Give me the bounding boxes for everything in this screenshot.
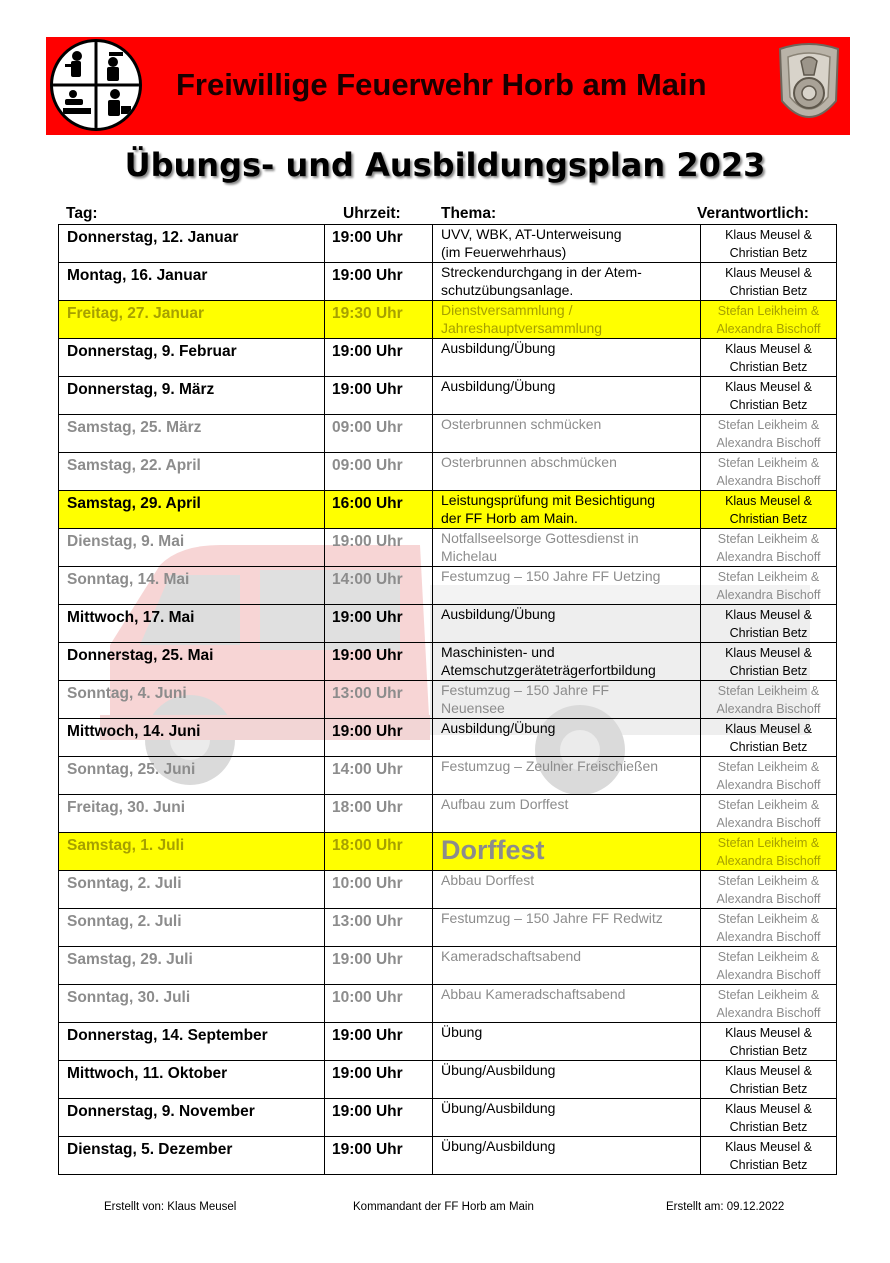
cell-day — [59, 795, 325, 833]
cell-responsible — [701, 871, 837, 909]
cell-topic — [433, 1023, 701, 1061]
responsible-text: Klaus Meusel & — [725, 1026, 812, 1040]
cell-day — [59, 833, 325, 871]
table-row — [59, 567, 837, 605]
cell-day — [59, 1099, 325, 1137]
cell-time — [325, 225, 433, 263]
day-text: Sonntag, 14. Mai — [67, 571, 190, 588]
time-text: 10:00 Uhr — [332, 989, 403, 1006]
cell-time — [325, 605, 433, 643]
topic-text-line2: Jahreshauptversammlung — [441, 320, 603, 336]
table-row — [59, 719, 837, 757]
column-header-topic: Thema: — [441, 205, 497, 222]
topic-text: Dorffest — [441, 835, 545, 865]
cell-responsible — [701, 263, 837, 301]
table-row — [59, 1099, 837, 1137]
topic-text-line2: schutzübungsanlage. — [441, 282, 574, 298]
cell-day — [59, 1137, 325, 1175]
cell-time — [325, 263, 433, 301]
responsible-text: Stefan Leikheim & — [717, 874, 820, 888]
day-text: Sonntag, 30. Juli — [67, 989, 191, 1006]
cell-day — [59, 301, 325, 339]
cell-responsible — [701, 605, 837, 643]
cell-time — [325, 795, 433, 833]
table-row — [59, 643, 837, 681]
cell-time — [325, 567, 433, 605]
cell-time — [325, 415, 433, 453]
cell-responsible — [701, 833, 837, 871]
cell-topic — [433, 833, 701, 871]
day-text: Samstag, 22. April — [67, 457, 201, 474]
day-text: Donnerstag, 9. November — [67, 1103, 255, 1120]
topic-text: Leistungsprüfung mit Besichtigung — [441, 492, 656, 508]
page-title: Übungs- und Ausbildungsplan 2023 — [124, 146, 766, 184]
cell-day — [59, 1023, 325, 1061]
cell-time — [325, 681, 433, 719]
cell-day — [59, 1061, 325, 1099]
responsible-text: Klaus Meusel & — [725, 494, 812, 508]
time-text: 19:00 Uhr — [332, 609, 403, 626]
responsible-text: Klaus Meusel & — [725, 380, 812, 394]
responsible-text: Klaus Meusel & — [725, 228, 812, 242]
cell-responsible — [701, 681, 837, 719]
cell-time — [325, 1061, 433, 1099]
cell-day — [59, 681, 325, 719]
cell-topic — [433, 301, 701, 339]
table-row — [59, 301, 837, 339]
cell-day — [59, 871, 325, 909]
cell-time — [325, 643, 433, 681]
time-text: 14:00 Uhr — [332, 761, 403, 778]
day-text: Mittwoch, 11. Oktober — [67, 1065, 228, 1082]
responsible-text: Stefan Leikheim & — [717, 418, 820, 432]
table-row — [59, 871, 837, 909]
cell-responsible — [701, 1023, 837, 1061]
table-row — [59, 757, 837, 795]
table-row — [59, 681, 837, 719]
time-text: 10:00 Uhr — [332, 875, 403, 892]
cell-day — [59, 453, 325, 491]
time-text: 19:00 Uhr — [332, 1103, 403, 1120]
cell-time — [325, 377, 433, 415]
footer-created-by: Erstellt von: Klaus Meusel — [104, 1201, 237, 1213]
cell-topic — [433, 529, 701, 567]
column-header-responsible: Verantwortlich: — [697, 205, 809, 222]
cell-topic — [433, 871, 701, 909]
cell-responsible — [701, 1137, 837, 1175]
responsible-text: Klaus Meusel & — [725, 608, 812, 622]
topic-text: Abbau Kameradschaftsabend — [441, 986, 626, 1002]
time-text: 19:00 Uhr — [332, 951, 403, 968]
topic-text: Festumzug – 150 Jahre FF Redwitz — [441, 910, 663, 926]
time-text: 19:00 Uhr — [332, 723, 403, 740]
responsible-text-line2: Alexandra Bischoff — [716, 892, 821, 906]
responsible-text: Stefan Leikheim & — [717, 950, 820, 964]
responsible-text-line2: Alexandra Bischoff — [716, 322, 821, 336]
responsible-text: Stefan Leikheim & — [717, 988, 820, 1002]
responsible-text-line2: Christian Betz — [729, 512, 808, 526]
cell-day — [59, 909, 325, 947]
responsible-text-line2: Christian Betz — [729, 246, 808, 260]
table-row — [59, 1137, 837, 1175]
fire-brigade-logo — [50, 39, 142, 131]
time-text: 14:00 Uhr — [332, 571, 403, 588]
footer-role: Kommandant der FF Horb am Main — [353, 1201, 534, 1213]
cell-topic — [433, 567, 701, 605]
cell-responsible — [701, 567, 837, 605]
time-text: 19:00 Uhr — [332, 267, 403, 284]
table-row — [59, 529, 837, 567]
topic-text-line2: (im Feuerwehrhaus) — [441, 244, 567, 260]
cell-time — [325, 757, 433, 795]
time-text: 18:00 Uhr — [332, 837, 403, 854]
topic-text: Festumzug – 150 Jahre FF Uetzing — [441, 568, 661, 584]
responsible-text: Stefan Leikheim & — [717, 570, 820, 584]
table-row — [59, 377, 837, 415]
responsible-text: Klaus Meusel & — [725, 1064, 812, 1078]
day-text: Samstag, 25. März — [67, 419, 202, 436]
cell-responsible — [701, 415, 837, 453]
day-text: Sonntag, 25. Juni — [67, 761, 196, 778]
cell-time — [325, 529, 433, 567]
cell-time — [325, 1137, 433, 1175]
cell-responsible — [701, 719, 837, 757]
header-banner — [46, 37, 850, 135]
time-text: 19:30 Uhr — [332, 305, 403, 322]
cell-day — [59, 415, 325, 453]
topic-text-line2: Neuensee — [441, 700, 505, 716]
time-text: 19:00 Uhr — [332, 533, 403, 550]
time-text: 19:00 Uhr — [332, 343, 403, 360]
responsible-text-line2: Christian Betz — [729, 398, 808, 412]
day-text: Samstag, 1. Juli — [67, 837, 185, 854]
responsible-text-line2: Christian Betz — [729, 1044, 808, 1058]
topic-text-line2: Atemschutzgeräteträgerfortbildung — [441, 662, 656, 678]
day-text: Donnerstag, 9. Februar — [67, 343, 237, 360]
responsible-text-line2: Alexandra Bischoff — [716, 816, 821, 830]
cell-responsible — [701, 339, 837, 377]
table-row — [59, 491, 837, 529]
responsible-text: Stefan Leikheim & — [717, 532, 820, 546]
topic-text: Übung/Ausbildung — [441, 1062, 556, 1078]
responsible-text: Klaus Meusel & — [725, 1140, 812, 1154]
cell-responsible — [701, 301, 837, 339]
cell-responsible — [701, 985, 837, 1023]
cell-time — [325, 1023, 433, 1061]
responsible-text: Klaus Meusel & — [725, 646, 812, 660]
cell-responsible — [701, 643, 837, 681]
responsible-text-line2: Alexandra Bischoff — [716, 968, 821, 982]
topic-text: Osterbrunnen schmücken — [441, 416, 602, 432]
table-row — [59, 1061, 837, 1099]
responsible-text-line2: Christian Betz — [729, 1082, 808, 1096]
time-text: 16:00 Uhr — [332, 495, 403, 512]
cell-topic — [433, 719, 701, 757]
column-header-time: Uhrzeit: — [343, 205, 401, 222]
table-row — [59, 605, 837, 643]
cell-topic — [433, 491, 701, 529]
fire-brigade-emblem — [774, 41, 844, 131]
cell-day — [59, 491, 325, 529]
responsible-text-line2: Christian Betz — [729, 664, 808, 678]
cell-time — [325, 719, 433, 757]
cell-topic — [433, 947, 701, 985]
cell-day — [59, 225, 325, 263]
responsible-text: Stefan Leikheim & — [717, 836, 820, 850]
cell-topic — [433, 263, 701, 301]
day-text: Samstag, 29. April — [67, 495, 201, 512]
topic-text: Festumzug – Zeulner Freischießen — [441, 758, 659, 774]
table-row — [59, 225, 837, 263]
cell-day — [59, 339, 325, 377]
responsible-text: Stefan Leikheim & — [717, 456, 820, 470]
cell-day — [59, 529, 325, 567]
cell-responsible — [701, 529, 837, 567]
responsible-text: Stefan Leikheim & — [717, 798, 820, 812]
time-text: 19:00 Uhr — [332, 1027, 403, 1044]
cell-time — [325, 985, 433, 1023]
cell-responsible — [701, 947, 837, 985]
topic-text: Ausbildung/Übung — [441, 720, 556, 736]
table-row — [59, 1023, 837, 1061]
cell-topic — [433, 453, 701, 491]
responsible-text-line2: Alexandra Bischoff — [716, 1006, 821, 1020]
table-row — [59, 909, 837, 947]
cell-day — [59, 947, 325, 985]
day-text: Donnerstag, 25. Mai — [67, 647, 214, 664]
topic-text: Osterbrunnen abschmücken — [441, 454, 617, 470]
responsible-text: Stefan Leikheim & — [717, 304, 820, 318]
cell-time — [325, 339, 433, 377]
table-row — [59, 795, 837, 833]
responsible-text: Klaus Meusel & — [725, 266, 812, 280]
responsible-text-line2: Christian Betz — [729, 740, 808, 754]
responsible-text-line2: Alexandra Bischoff — [716, 474, 821, 488]
responsible-text-line2: Alexandra Bischoff — [716, 702, 821, 716]
footer-created-on: Erstellt am: 09.12.2022 — [666, 1201, 785, 1213]
cell-day — [59, 263, 325, 301]
cell-responsible — [701, 795, 837, 833]
cell-time — [325, 301, 433, 339]
cell-responsible — [701, 909, 837, 947]
cell-day — [59, 719, 325, 757]
cell-topic — [433, 909, 701, 947]
topic-text: Dienstversammlung / — [441, 302, 573, 318]
cell-topic — [433, 339, 701, 377]
table-row — [59, 833, 837, 871]
responsible-text-line2: Christian Betz — [729, 626, 808, 640]
cell-time — [325, 909, 433, 947]
time-text: 19:00 Uhr — [332, 647, 403, 664]
cell-responsible — [701, 377, 837, 415]
cell-topic — [433, 1061, 701, 1099]
cell-day — [59, 643, 325, 681]
time-text: 19:00 Uhr — [332, 1141, 403, 1158]
day-text: Mittwoch, 17. Mai — [67, 609, 195, 626]
cell-time — [325, 453, 433, 491]
cell-responsible — [701, 491, 837, 529]
time-text: 13:00 Uhr — [332, 913, 403, 930]
table-row — [59, 263, 837, 301]
cell-time — [325, 871, 433, 909]
day-text: Dienstag, 9. Mai — [67, 533, 185, 550]
day-text: Sonntag, 2. Juli — [67, 875, 182, 892]
responsible-text-line2: Alexandra Bischoff — [716, 778, 821, 792]
cell-topic — [433, 757, 701, 795]
day-text: Samstag, 29. Juli — [67, 951, 193, 968]
cell-topic — [433, 605, 701, 643]
day-text: Dienstag, 5. Dezember — [67, 1141, 233, 1158]
time-text: 18:00 Uhr — [332, 799, 403, 816]
topic-text: Ausbildung/Übung — [441, 378, 556, 394]
responsible-text-line2: Alexandra Bischoff — [716, 930, 821, 944]
cell-topic — [433, 1099, 701, 1137]
cell-responsible — [701, 1061, 837, 1099]
day-text: Donnerstag, 12. Januar — [67, 229, 239, 246]
cell-topic — [433, 415, 701, 453]
day-text: Sonntag, 2. Juli — [67, 913, 182, 930]
responsible-text: Klaus Meusel & — [725, 342, 812, 356]
cell-topic — [433, 225, 701, 263]
topic-text: Kameradschaftsabend — [441, 948, 582, 964]
table-row — [59, 985, 837, 1023]
topic-text: Maschinisten- und — [441, 644, 555, 660]
table-row — [59, 947, 837, 985]
topic-text: Übung/Ausbildung — [441, 1138, 556, 1154]
cell-topic — [433, 1137, 701, 1175]
time-text: 13:00 Uhr — [332, 685, 403, 702]
cell-day — [59, 605, 325, 643]
topic-text: Festumzug – 150 Jahre FF — [441, 682, 610, 698]
responsible-text-line2: Christian Betz — [729, 284, 808, 298]
topic-text: Notfallseelsorge Gottesdienst in — [441, 530, 639, 546]
responsible-text-line2: Christian Betz — [729, 360, 808, 374]
topic-text: Abbau Dorffest — [441, 872, 535, 888]
day-text: Mittwoch, 14. Juni — [67, 723, 201, 740]
topic-text-line2: der FF Horb am Main. — [441, 510, 578, 526]
topic-text: Übung — [441, 1024, 483, 1040]
responsible-text-line2: Alexandra Bischoff — [716, 436, 821, 450]
cell-day — [59, 377, 325, 415]
cell-time — [325, 947, 433, 985]
cell-time — [325, 833, 433, 871]
topic-text: Aufbau zum Dorffest — [441, 796, 569, 812]
schedule-table — [58, 224, 837, 1175]
cell-time — [325, 491, 433, 529]
cell-responsible — [701, 1099, 837, 1137]
day-text: Freitag, 27. Januar — [67, 305, 204, 322]
day-text: Donnerstag, 14. September — [67, 1027, 268, 1044]
topic-text-line2: Michelau — [441, 548, 498, 564]
time-text: 19:00 Uhr — [332, 229, 403, 246]
cell-responsible — [701, 225, 837, 263]
cell-topic — [433, 643, 701, 681]
table-row — [59, 339, 837, 377]
table-row — [59, 453, 837, 491]
time-text: 19:00 Uhr — [332, 381, 403, 398]
topic-text: Übung/Ausbildung — [441, 1100, 556, 1116]
column-header-day: Tag: — [66, 205, 98, 222]
responsible-text-line2: Alexandra Bischoff — [716, 854, 821, 868]
topic-text: Streckendurchgang in der Atem- — [441, 264, 642, 280]
cell-topic — [433, 795, 701, 833]
cell-topic — [433, 681, 701, 719]
cell-topic — [433, 985, 701, 1023]
time-text: 09:00 Uhr — [332, 419, 403, 436]
day-text: Freitag, 30. Juni — [67, 799, 186, 816]
responsible-text: Klaus Meusel & — [725, 1102, 812, 1116]
time-text: 19:00 Uhr — [332, 1065, 403, 1082]
responsible-text-line2: Christian Betz — [729, 1120, 808, 1134]
cell-day — [59, 567, 325, 605]
topic-text: UVV, WBK, AT-Unterweisung — [441, 226, 622, 242]
cell-topic — [433, 377, 701, 415]
banner-title: Freiwillige Feuerwehr Horb am Main — [176, 67, 707, 102]
responsible-text-line2: Christian Betz — [729, 1158, 808, 1172]
day-text: Sonntag, 4. Juni — [67, 685, 187, 702]
responsible-text-line2: Alexandra Bischoff — [716, 550, 821, 564]
responsible-text: Stefan Leikheim & — [717, 684, 820, 698]
responsible-text: Klaus Meusel & — [725, 722, 812, 736]
day-text: Montag, 16. Januar — [67, 267, 208, 284]
cell-time — [325, 1099, 433, 1137]
topic-text: Ausbildung/Übung — [441, 606, 556, 622]
cell-day — [59, 757, 325, 795]
day-text: Donnerstag, 9. März — [67, 381, 215, 398]
cell-responsible — [701, 453, 837, 491]
cell-responsible — [701, 757, 837, 795]
table-row — [59, 415, 837, 453]
responsible-text-line2: Alexandra Bischoff — [716, 588, 821, 602]
responsible-text: Stefan Leikheim & — [717, 912, 820, 926]
topic-text: Ausbildung/Übung — [441, 340, 556, 356]
cell-day — [59, 985, 325, 1023]
responsible-text: Stefan Leikheim & — [717, 760, 820, 774]
time-text: 09:00 Uhr — [332, 457, 403, 474]
